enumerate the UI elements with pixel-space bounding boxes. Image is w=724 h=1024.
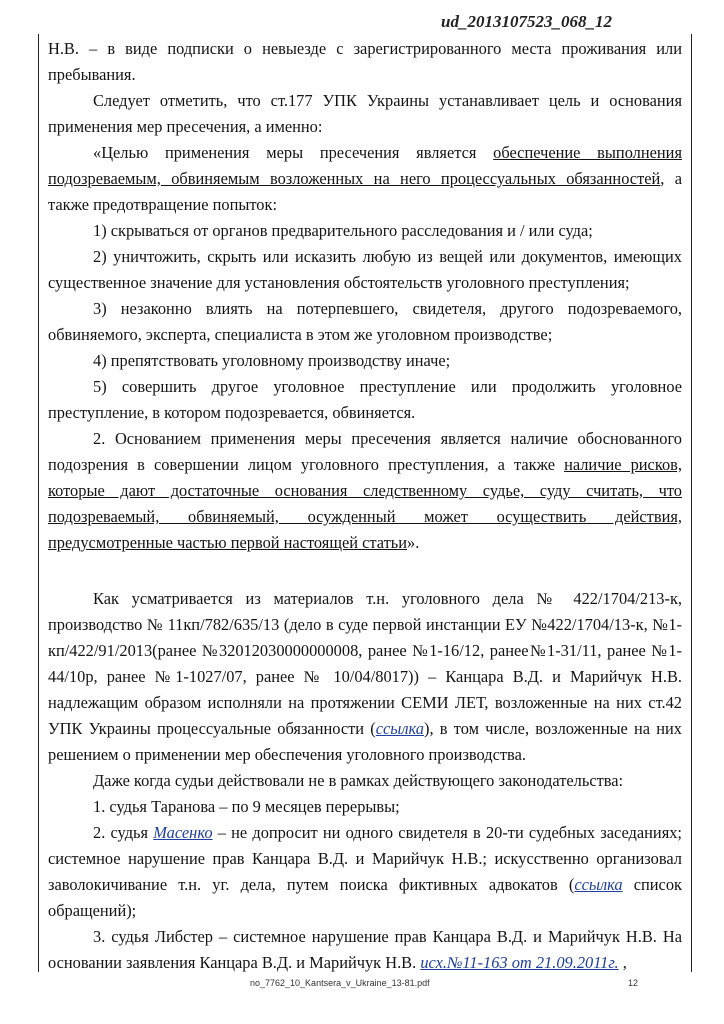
paragraph-text: 3) незаконно влиять на потерпевшего, свидетеля, другого подозреваемого, обвиняемого, эксперта, специалиста в этом же уголовном производстве; [48, 299, 682, 344]
paragraph-text: , [618, 953, 627, 972]
paragraph-text: 2) уничтожить, скрыть или исказить любую из вещей или документов, имеющих существенное значение для установления обстоятельств уголовного преступления; [48, 247, 682, 292]
document-body [48, 36, 682, 976]
paragraph-text: 3. судья Либстер – системное нарушение прав Канцара В.Д. и Марийчук Н.В. На основании заявления Канцара В.Д. и Марийчук Н.В. [48, 927, 682, 972]
paragraph-text: 2. судья [93, 823, 154, 842]
paragraph-text: , а также предотвращение попыток: [48, 169, 682, 214]
paragraph [48, 244, 682, 296]
paragraph-text: ». [407, 533, 420, 552]
paragraph-text: Как усматривается из материалов т.н. уголовного дела № 422/1704/213-к, производство № 11кп/782/635/13 (дело в суде первой инстанции ЕУ №422/1704/13-к, №1-кп/422/91/2013(ранее №32012030000000008, ранее №1-16/12, ранее№1-31/11, ранее №1-44/10р, ранее №1-1027/07, ранее № 10/04/8017)) – Канцара В.Д. и Марийчук Н.В. надлежащим образом исполняли на протяжении СЕМИ ЛЕТ, возложенные на них ст.42 УПК Украины процессуальные обязанности ( [48, 589, 682, 738]
document-link[interactable]: Масенко [153, 823, 213, 842]
paragraph [48, 36, 682, 88]
paragraph [48, 88, 682, 140]
paragraph [48, 768, 682, 794]
paragraph-text: список обращений); [48, 875, 682, 920]
paragraph-text: 5) совершить другое уголовное преступление или продолжить уголовное преступление, в котором подозревается, обвиняется. [48, 377, 682, 422]
paragraph [48, 794, 682, 820]
paragraph-text: Даже когда судьи действовали не в рамках действующего законодательства: [93, 771, 624, 790]
underlined-text: наличие рисков, которые дают достаточные основания следственному судье, суду считать, что подозреваемый, обвиняемый, осужденный может осуществить действия, предусмотренные частью первой настоящей статьи [48, 455, 682, 552]
document-link[interactable]: ссылка [574, 875, 623, 894]
paragraph [48, 820, 682, 924]
paragraph [48, 140, 682, 218]
paragraph [48, 924, 682, 976]
paragraph-text: – не допросит ни одного свидетеля в 20-ти судебных заседаниях; системное нарушение прав Канцара В.Д. и Марийчук Н.В.; искусственно организовал заволокичивание т.н. уг. дела, путем поиска фиктивных адвокатов ( [48, 823, 682, 894]
paragraph [48, 348, 682, 374]
paragraph [48, 296, 682, 348]
paragraph-spacer [48, 556, 682, 586]
paragraph-text: 1) скрываться от органов предварительного расследования и / или суда; [93, 221, 593, 240]
paragraph [48, 586, 682, 768]
footer-filename: no_7762_10_Kantsera_v_Ukraine_13-81.pdf [250, 978, 430, 988]
document-link[interactable]: ссылка [375, 719, 425, 738]
paragraph-text: «Целью применения меры пресечения является [93, 143, 494, 162]
paragraph [48, 426, 682, 556]
paragraph-text: 2. Основанием применения меры пресечения является наличие обоснованного подозрения в совершении лицом уголовного преступления, а также [48, 429, 682, 474]
document-id: ud_2013107523_068_12 [441, 12, 612, 31]
paragraph-text: Н.В. – в виде подписки о невыезде с зарегистрированного места проживания или пребывания. [48, 39, 682, 84]
paragraph [48, 218, 682, 244]
paragraph-text: Следует отметить, что ст.177 УПК Украины устанавливает цель и основания применения мер пресечения, а именно: [48, 91, 682, 136]
paragraph-text: 4) препятствовать уголовному производству иначе; [93, 351, 451, 370]
underlined-text: обеспечение выполнения подозреваемым, обвиняемым возложенных на него процессуальных обязанностей [48, 143, 682, 188]
document-link[interactable]: исх.№11-163 от 21.09.2011г. [420, 953, 619, 972]
paragraph-text: ), в том числе, возложенные на них решением о применении мер обеспечения уголовного производства. [48, 719, 682, 764]
page-number: 12 [628, 978, 639, 988]
paragraph-text: 1. судья Таранова – по 9 месяцев перерывы; [93, 797, 400, 816]
paragraph [48, 374, 682, 426]
